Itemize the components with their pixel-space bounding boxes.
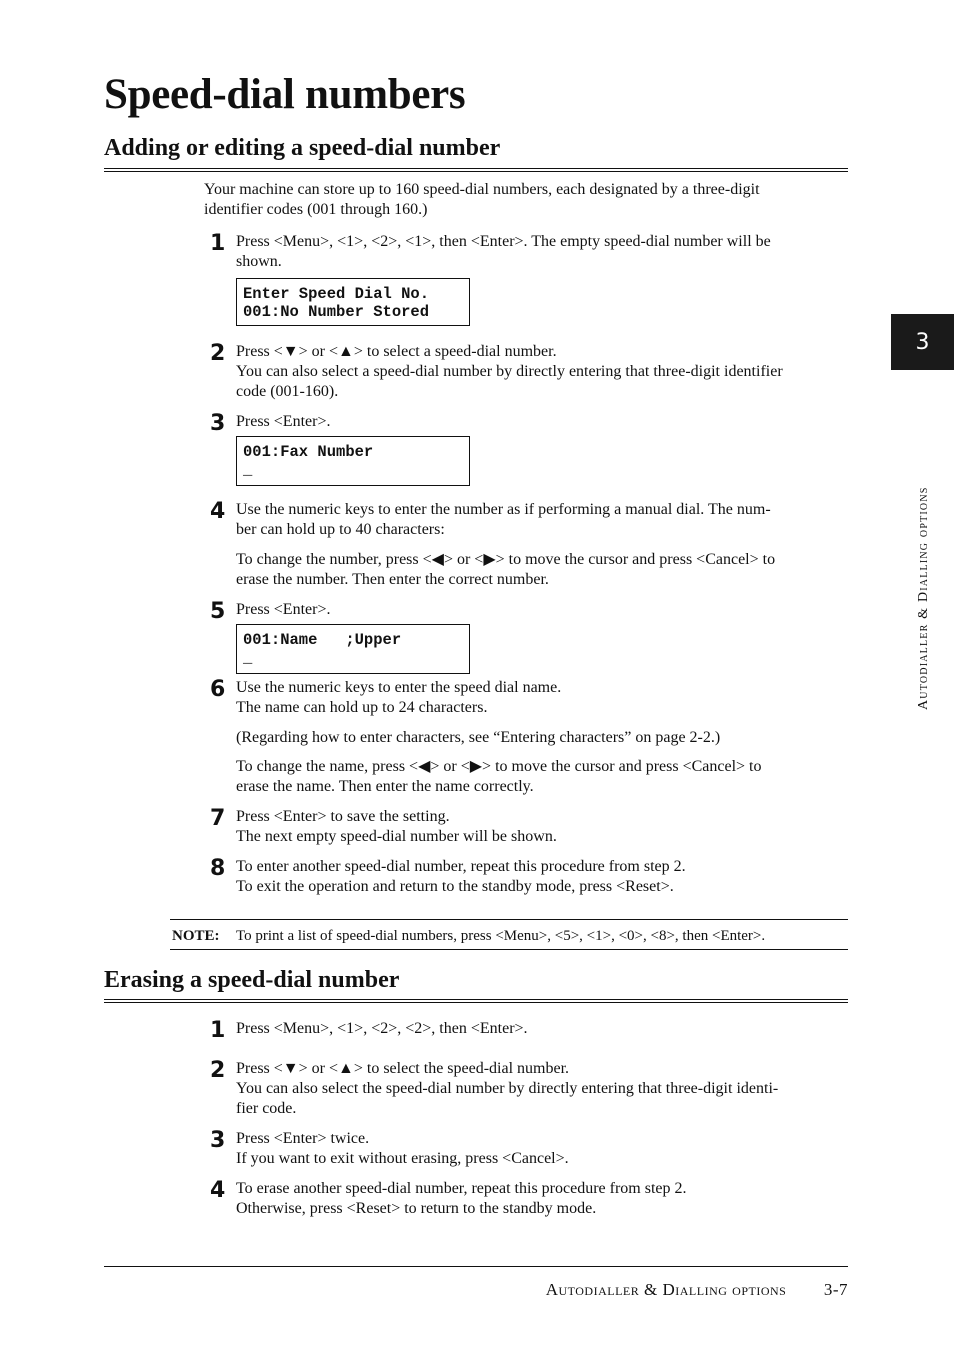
step-number: 3 (210, 411, 226, 436)
step-number: 1 (210, 1018, 226, 1043)
step-text: To erase another speed-dial number, repeat this procedure from step 2. Otherwise, press <Reset> to return to the standby mode. (236, 1180, 687, 1217)
step-text: To enter another speed-dial number, repeat this procedure from step 2. To exit the operation and return to the standby mode, press <Reset>. (236, 858, 686, 895)
footer (546, 1280, 848, 1300)
step-note: (Regarding how to enter characters, see “Entering characters” on page 2-2.) (236, 729, 721, 746)
step-number: 4 (210, 1178, 226, 1203)
step-text: Press <Enter>. (236, 601, 331, 618)
step-number: 7 (210, 806, 226, 831)
step-text: Press <Enter>. (236, 413, 331, 430)
section-heading-adding: Adding or editing a speed-dial number (104, 135, 501, 161)
step-text: Press <Enter> to save the setting. The next empty speed-dial number will be shown. (236, 808, 557, 845)
step-number: 5 (210, 599, 226, 624)
section-rule (104, 168, 848, 172)
lcd-display: Enter Speed Dial No. 001:No Number Stored (236, 278, 470, 326)
page-number: 3-7 (823, 1280, 848, 1299)
section-rule (104, 999, 848, 1003)
intro-paragraph: Your machine can store up to 160 speed-dial numbers, each designated by a three-digit identifier codes (001 through 160.) (204, 181, 760, 218)
step-number: 3 (210, 1128, 226, 1153)
note-label: NOTE: (172, 928, 220, 944)
note-text: To print a list of speed-dial numbers, press <Menu>, <5>, <1>, <0>, <8>, then <Enter>. (236, 928, 766, 944)
note-rule-top (170, 919, 848, 920)
step-number: 6 (210, 677, 226, 702)
step-number: 1 (210, 231, 226, 256)
footer-rule (104, 1266, 848, 1267)
side-chapter-label: Autodialler & Dialling options (916, 486, 931, 710)
lcd-display: 001:Name ;Upper _ (236, 624, 470, 674)
step-text: Press <▼> or <▲> to select the speed-dial number. You can also select the speed-dial number by directly entering that three-digit identi- fier code. (236, 1060, 779, 1117)
step-text: Press <Menu>, <1>, <2>, <1>, then <Enter>. The empty speed-dial number will be shown. (236, 233, 771, 270)
page-title: Speed-dial numbers (104, 71, 466, 118)
step-number: 4 (210, 499, 226, 524)
step-text: Press <Enter> twice. If you want to exit without erasing, press <Cancel>. (236, 1130, 569, 1167)
step-note: To change the name, press <◀> or <▶> to move the cursor and press <Cancel> to erase the name. Then enter the name correctly. (236, 758, 762, 795)
chapter-tab: 3 (891, 314, 954, 370)
footer-section: Autodialler & Dialling options (545, 1280, 787, 1299)
lcd-display: 001:Fax Number _ (236, 436, 470, 486)
step-number: 2 (210, 1058, 226, 1083)
step-number: 8 (210, 856, 226, 881)
note-rule-bottom (170, 949, 848, 950)
step-text: Press <Menu>, <1>, <2>, <2>, then <Enter>. (236, 1020, 528, 1037)
step-text: Press <▼> or <▲> to select a speed-dial number. You can also select a speed-dial number by directly entering that three-digit identifier code (001-160). (236, 343, 783, 400)
step-note: To change the number, press <◀> or <▶> to move the cursor and press <Cancel> to erase the number. Then enter the correct number. (236, 551, 776, 588)
step-text: Use the numeric keys to enter the number as if performing a manual dial. The num- ber can hold up to 40 characters: (236, 501, 771, 538)
step-text: Use the numeric keys to enter the speed dial name. The name can hold up to 24 characters. (236, 679, 562, 716)
section-heading-erasing: Erasing a speed-dial number (104, 967, 400, 993)
step-number: 2 (210, 341, 226, 366)
